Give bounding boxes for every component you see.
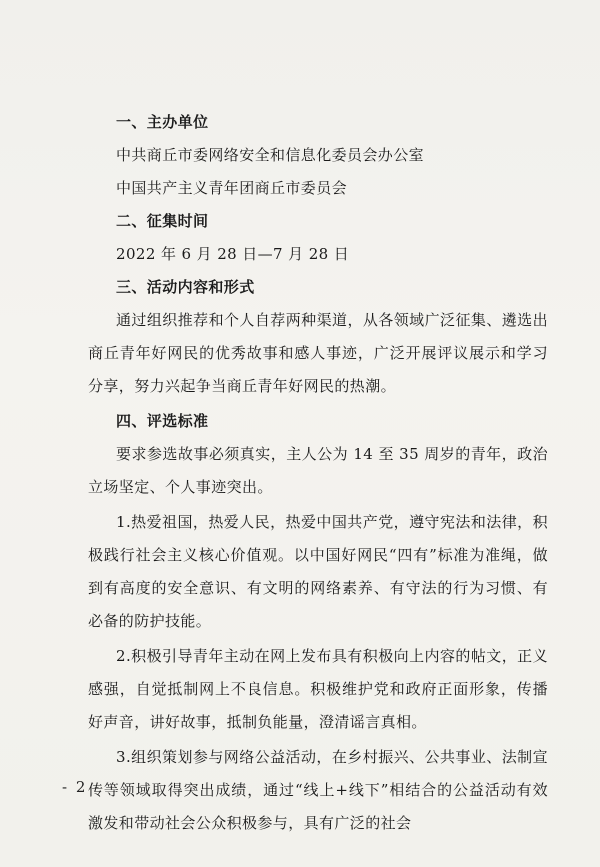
criteria-paragraph-2: 2.积极引导青年主动在网上发布具有积极向上内容的帖文，正义感强，自觉抵制网上不良信息。积极维护党和政府正面形象，传播好声音，讲好故事，抵制负能量，澄清谣言真相。 bbox=[88, 647, 548, 731]
content-paragraph: 通过组织推荐和个人自荐两种渠道，从各领域广泛征集、遴选出商丘青年好网民的优秀故事和感人事迹，广泛开展评议展示和学习分享，努力兴起争当商丘青年好网民的热潮。 bbox=[88, 311, 548, 395]
section-heading-content: 三、活动内容和形式 bbox=[116, 278, 255, 296]
organizer-line-1: 中共商丘市委网络安全和信息化委员会办公室 bbox=[116, 146, 425, 164]
criteria-paragraph-1: 1.热爱祖国，热爱人民，热爱中国共产党，遵守宪法和法律，积极践行社会主义核心价值观。以中国好网民“四有”标准为准绳，做到有高度的安全意识、有文明的网络素养、有守法的行为习惯、有必备的防护技能。 bbox=[88, 513, 548, 630]
period-line: 2022 年 6 月 28 日—7 月 28 日 bbox=[116, 245, 350, 263]
page-number: - 2 - bbox=[62, 778, 102, 796]
criteria-paragraph-3: 3.组织策划参与网络公益活动，在乡村振兴、公共事业、法制宣传等领域取得突出成绩，通过“线上+线下”相结合的公益活动有效激发和带动社会公众积极参与，具有广泛的社会 bbox=[88, 748, 548, 832]
section-heading-criteria: 四、评选标准 bbox=[116, 412, 209, 430]
criteria-paragraph-intro: 要求参选故事必须真实，主人公为 14 至 35 周岁的青年，政治立场坚定、个人事迹突出。 bbox=[88, 445, 548, 496]
organizer-line-2: 中国共产主义青年团商丘市委员会 bbox=[116, 179, 348, 197]
section-heading-period: 二、征集时间 bbox=[116, 212, 209, 230]
document-body bbox=[88, 106, 548, 840]
section-heading-organizers: 一、主办单位 bbox=[116, 113, 209, 131]
